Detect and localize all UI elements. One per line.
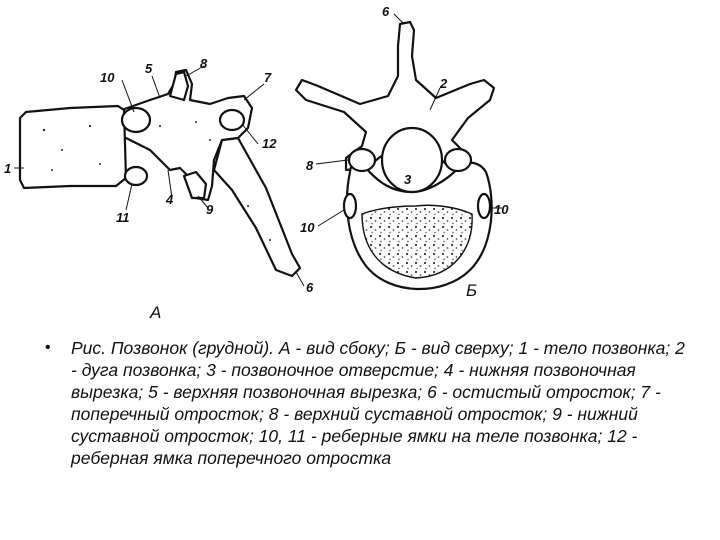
superior-articular-facet-right — [445, 149, 471, 171]
label-6-lateral: 6 — [306, 280, 314, 295]
superior-view — [296, 4, 509, 300]
lateral-view — [4, 56, 314, 322]
label-12: 12 — [262, 136, 277, 151]
costal-facet-lower — [125, 167, 147, 185]
rib-facet-transverse-process — [220, 110, 244, 130]
vertebral-body-lateral — [20, 106, 126, 188]
label-4: 4 — [166, 192, 174, 207]
costal-facet-right — [478, 194, 490, 218]
spinous-process-lateral — [214, 138, 300, 276]
caption-text: Рис. Позвонок (грудной). А - вид сбоку; Б - вид сверху; 1 - тело позвонка; 2 - дуга позвонка; 3 - позвоночное отверстие; 4 - нижняя позвоночная вырезка; 5 - верхняя позвоночная вырезка; 6 - остистый отросток; 7 - поперечный отросток; 8 - верхний суставной отросток; 9 - нижний суставной отросток; 10, 11 - реберные ямки на теле позвонка; 12 - реберная ямка поперечного отростка — [71, 338, 685, 468]
label-9: 9 — [206, 202, 214, 217]
label-10-superior-right: 10 — [494, 202, 509, 217]
costal-facet-upper — [122, 108, 150, 132]
vertebral-foramen — [382, 128, 442, 192]
view-a-letter: А — [150, 303, 162, 322]
label-7: 7 — [264, 70, 272, 85]
label-10-lateral: 10 — [100, 70, 115, 85]
label-3: 3 — [404, 172, 412, 187]
label-5: 5 — [145, 61, 153, 76]
label-10-superior-left: 10 — [300, 220, 315, 235]
view-b-letter: Б — [466, 281, 478, 300]
costal-facet-left — [344, 194, 356, 218]
label-1: 1 — [4, 161, 12, 176]
figure-caption — [45, 337, 695, 469]
label-2: 2 — [440, 76, 448, 91]
label-11: 11 — [116, 210, 130, 225]
superior-articular-process — [170, 72, 188, 100]
label-6-superior: 6 — [382, 4, 390, 19]
label-8-superior: 8 — [306, 158, 314, 173]
label-8-lateral: 8 — [200, 56, 208, 71]
bullet-icon: • — [45, 339, 51, 356]
superior-articular-facet-left — [349, 149, 375, 171]
